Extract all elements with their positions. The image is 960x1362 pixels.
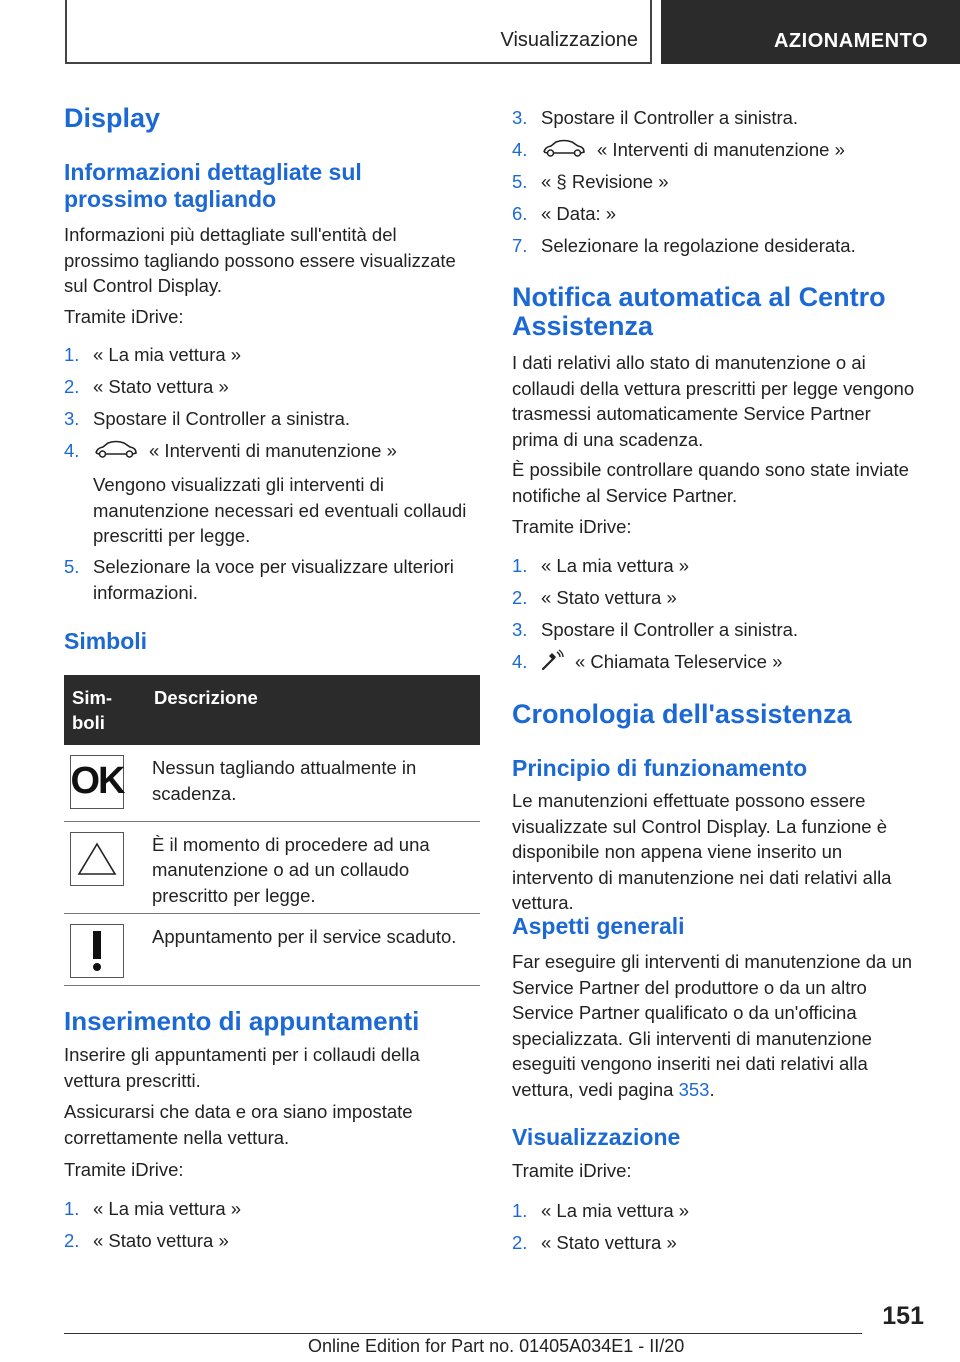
description-cell: Nessun tagliando attualmente in scadenza. bbox=[146, 745, 480, 821]
list-text: « La mia vettura » bbox=[93, 1198, 242, 1219]
header-chapter-tab bbox=[661, 0, 960, 64]
list-text: « La mia vettura » bbox=[541, 1200, 690, 1221]
heading-visualization: Visualizzazione bbox=[512, 1124, 681, 1150]
heading-symbols: Simboli bbox=[64, 628, 148, 654]
car-service-icon bbox=[93, 439, 139, 466]
heading-service-history: Cronologia dell'assistenza bbox=[512, 699, 852, 729]
symbol-cell bbox=[64, 913, 146, 985]
symbol-cell bbox=[64, 821, 146, 913]
list-text: « Stato vettura » bbox=[93, 376, 229, 397]
list-number: 3. bbox=[512, 107, 528, 128]
table-row bbox=[64, 913, 480, 985]
header-section-tab bbox=[65, 0, 652, 64]
list-number: 4. bbox=[512, 139, 528, 160]
list-text: Spostare il Controller a sinistra. bbox=[541, 619, 799, 640]
heading-general: Aspetti generali bbox=[512, 913, 685, 939]
footer-edition: Online Edition for Part no. 01405A034E1 - II/20 bbox=[308, 1336, 685, 1356]
symbol-cell bbox=[64, 745, 146, 821]
table-header-row bbox=[64, 675, 480, 745]
heading-detailed-info: Informazioni dettagliate sul prossimo tagliando bbox=[64, 159, 362, 213]
list-text: Spostare il Controller a sinistra. bbox=[93, 408, 351, 429]
list-number: 2. bbox=[512, 1232, 528, 1253]
list-text bbox=[541, 649, 782, 678]
list-number: 3. bbox=[512, 619, 528, 640]
list-text: Selezionare la regolazione desiderata. bbox=[541, 235, 856, 256]
list-number: 4. bbox=[512, 651, 528, 672]
list-text: « § Revisione » bbox=[541, 171, 669, 192]
list-text-label: « Chiamata Teleservice » bbox=[575, 651, 783, 673]
page-link[interactable]: 353 bbox=[678, 1078, 710, 1100]
table-row bbox=[64, 745, 480, 821]
paragraph-step4-note: Vengono visualizzati gli interventi di manutenzione necessari ed eventuali collaudi prescritti per legge. bbox=[93, 474, 467, 546]
list-text: « La mia vettura » bbox=[93, 344, 242, 365]
list-text bbox=[541, 137, 845, 164]
wrench-signal-icon bbox=[541, 649, 565, 678]
list-number: 7. bbox=[512, 235, 528, 256]
paragraph-principle: Le manutenzioni effettuate possono essere visualizzate sul Control Display. La funzione è disponibile non appena viene inserito un intervento di manutenzione nei dati relativi alla vettura. bbox=[512, 790, 892, 913]
paragraph-appointments-2: Assicurarsi che data e ora siano impostate correttamente nella vettura. bbox=[64, 1101, 413, 1148]
description-cell: Appuntamento per il service scaduto. bbox=[146, 913, 480, 985]
table-header-description: Descrizione bbox=[146, 675, 480, 745]
paragraph-appointments-1: Inserire gli appuntamenti per i collaudi della vettura prescritti. bbox=[64, 1044, 420, 1091]
page-number: 151 bbox=[882, 1302, 924, 1330]
list-text: « Data: » bbox=[541, 203, 617, 224]
heading-appointments: Inserimento di appuntamenti bbox=[64, 1006, 420, 1036]
warning-triangle-icon bbox=[70, 832, 124, 886]
list-number: 2. bbox=[64, 376, 80, 397]
list-number: 5. bbox=[64, 556, 80, 577]
car-service-icon bbox=[541, 138, 587, 165]
text-via-idrive: Tramite iDrive: bbox=[64, 306, 184, 327]
header-section-title: Visualizzazione bbox=[500, 29, 638, 51]
list-number: 1. bbox=[64, 344, 80, 365]
symbols-table bbox=[64, 675, 480, 986]
ok-icon: OK bbox=[70, 755, 124, 809]
header-chapter-title: AZIONAMENTO bbox=[773, 30, 928, 52]
heading-principle: Principio di funzionamento bbox=[512, 755, 808, 781]
list-number: 6. bbox=[512, 203, 528, 224]
list-number: 3. bbox=[64, 408, 80, 429]
text-via-idrive: Tramite iDrive: bbox=[512, 516, 632, 537]
list-text: « Stato vettura » bbox=[541, 587, 677, 608]
list-number: 1. bbox=[64, 1198, 80, 1219]
list-text bbox=[93, 438, 397, 465]
list-number: 4. bbox=[64, 440, 80, 461]
list-text: « Stato vettura » bbox=[93, 1230, 229, 1251]
list-text: « Stato vettura » bbox=[541, 1232, 677, 1253]
list-number: 1. bbox=[512, 555, 528, 576]
text-via-idrive: Tramite iDrive: bbox=[512, 1160, 632, 1181]
list-number: 2. bbox=[512, 587, 528, 608]
table-row bbox=[64, 821, 480, 913]
footer-divider bbox=[64, 1333, 862, 1334]
list-text-label: « Interventi di manutenzione » bbox=[149, 440, 397, 461]
paragraph-detailed-info: Informazioni più dettagliate sull'entità del prossimo tagliando possono essere visualizzate sul Control Display. bbox=[64, 224, 456, 296]
exclamation-icon bbox=[70, 924, 124, 978]
list-number: 5. bbox=[512, 171, 528, 192]
list-text: « La mia vettura » bbox=[541, 555, 690, 576]
heading-auto-notify: Notifica automatica al Centro Assistenza bbox=[512, 282, 886, 342]
list-text: Selezionare la voce per visualizzare ulteriori informazioni. bbox=[93, 556, 454, 603]
paragraph-notify-2: È possibile controllare quando sono state inviate notifiche al Service Partner. bbox=[512, 459, 909, 506]
paragraph-notify-1: I dati relativi allo stato di manutenzione o ai collaudi della vettura prescritti per legge vengono trasmessi automaticamente Service Partner prima di una scadenza. bbox=[512, 352, 915, 450]
heading-display: Display bbox=[64, 103, 161, 133]
text-via-idrive: Tramite iDrive: bbox=[64, 1159, 184, 1180]
paragraph-general: Far eseguire gli interventi di manutenzione da un Service Partner del produttore o da un altro Service Partner qualificato o da un'officina specializzata. Gli interventi di manutenzione eseguiti vengono inseriti nei dati relativi alla vettura, vedi pagina 353. bbox=[512, 951, 913, 1100]
table-header-symbol: Sim- boli bbox=[64, 675, 146, 745]
description-cell: È il momento di procedere ad una manutenzione o ad un collaudo prescritto per legge. bbox=[146, 821, 480, 913]
list-text-label: « Interventi di manutenzione » bbox=[597, 139, 845, 160]
list-text: Spostare il Controller a sinistra. bbox=[541, 107, 799, 128]
list-number: 2. bbox=[64, 1230, 80, 1251]
page-header bbox=[0, 0, 960, 66]
list-number: 1. bbox=[512, 1200, 528, 1221]
